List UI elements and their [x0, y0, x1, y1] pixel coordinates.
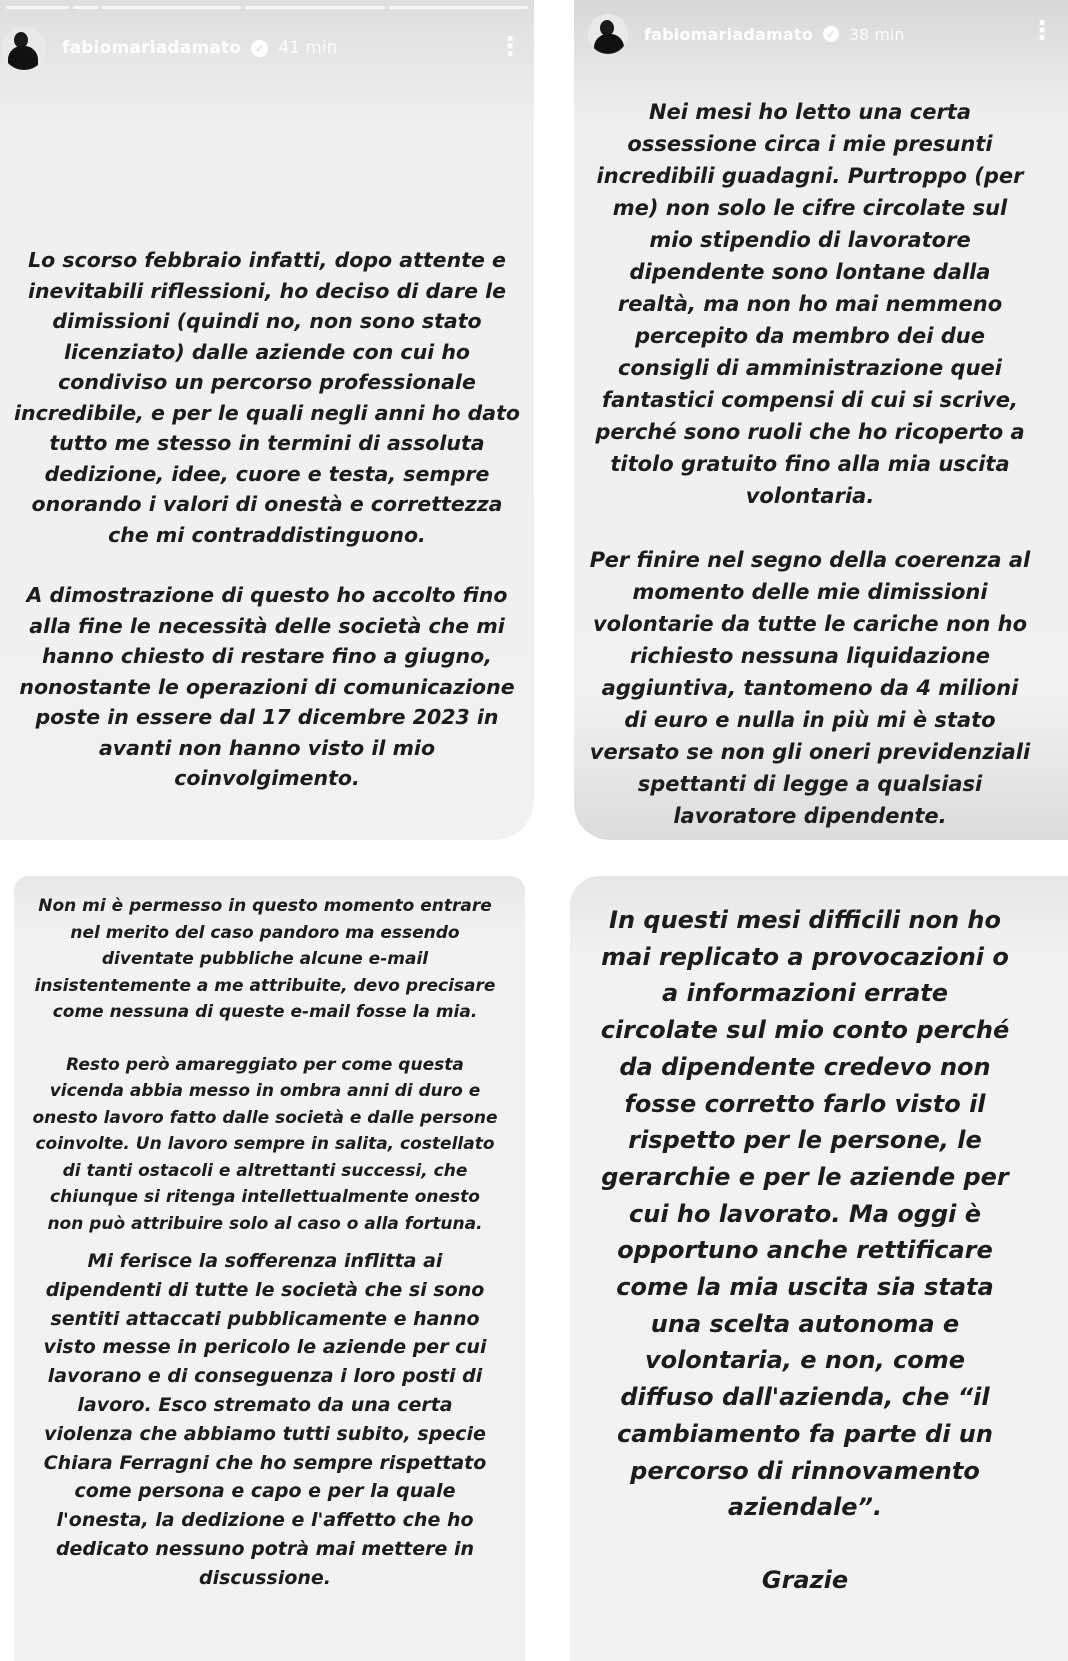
story-panel-2 [574, 0, 1068, 840]
story-panel-1 [0, 0, 534, 840]
story-panel-4 [570, 876, 1068, 1661]
username[interactable]: fabiomariadamato [62, 38, 242, 58]
story-progress-bars [6, 6, 528, 9]
story-text [600, 902, 1010, 1599]
more-options-icon[interactable]: ⋮ [1029, 16, 1055, 46]
story-header [2, 18, 337, 78]
story-paragraph: Grazie [761, 1565, 849, 1594]
story-text [30, 893, 500, 1593]
story-paragraph: Per finire nel segno della coerenza al momento delle mie dimissioni volontarie da tutte le cariche non ho richiesto nessuna liquidazione aggiuntiva, tantomeno da 4 milioni di euro e nulla in più mi è stato versato se non gli oneri previdenziali spettanti di legge a qualsiasi lavoratore dipendente. [589, 548, 1031, 828]
avatar[interactable] [2, 26, 46, 70]
post-time: 41 min [278, 38, 338, 58]
story-paragraph: In questi mesi difficili non ho mai replicato a provocazioni o a informazioni errate circolate sul mio conto perché da dipendente credevo non fosse corretto farlo visto il rispetto per le persone, le gerarchie e per le aziende per cui ho lavorato. Ma oggi è opportuno anche rettificare come la mia uscita sia stata una scelta autonoma e volontaria, e non, come diffuso dall'azienda, che “il cambiamento fa parte di un percorso di rinnovamento aziendale”. [600, 906, 1010, 1522]
username[interactable]: fabiomariadamato [644, 24, 813, 44]
more-options-icon[interactable]: ⋮ [497, 32, 523, 62]
verified-badge-icon: ✓ [251, 40, 268, 57]
story-text [0, 245, 534, 794]
post-time: 38 min [848, 24, 905, 44]
story-paragraph: Mi ferisce la sofferenza inflitta ai dipendenti di tutte le società che si sono sentiti attaccati pubblicamente e hanno visto messe in pericolo le aziende per cui lavorano e di conseguenza i loro posti di lavoro. Esco stremato da una certa violenza che abbiamo tutti subito, specie Chiara Ferragni che ho sempre rispettato come persona e capo e per la quale l'onesta, la dedizione e l'affetto che ho dedicato nessuno potrà mai mettere in discussione. [43, 1250, 487, 1589]
story-text [588, 96, 1032, 832]
story-panel-3 [14, 876, 525, 1661]
story-paragraph: Nei mesi ho letto una certa ossessione circa i mie presunti incredibili guadagni. Purtroppo (per me) non solo le cifre circolate sul mio stipendio di lavoratore dipendente sono lontane dalla realtà, ma non ho mai nemmeno percepito da membro dei due consigli di amministrazione quei fantastici compensi di cui si scrive, perché sono ruoli che ho ricoperto a titolo gratuito fino alla mia uscita volontaria. [595, 100, 1025, 508]
story-paragraph: Lo scorso febbraio infatti, dopo attente e inevitabili riflessioni, ho deciso di dare le dimissioni (quindi no, non sono stato licenziato) dalle aziende con cui ho condiviso un percorso professionale incredibile, e per le quali negli anni ho dato tutto me stesso in termini di assoluta dedizione, idee, cuore e testa, sempre onorando i valori di onestà e correttezza che mi contraddistinguono. [13, 248, 521, 547]
story-header [588, 4, 905, 64]
story-paragraph: Resto però amareggiato per come questa vicenda abbia messo in ombra anni di duro e onesto lavoro fatto dalle società e dalle persone coinvolte. Un lavoro sempre in salita, costellato di tanti ostacoli e altrettanti successi, che chiunque si ritenga intellettualmente onesto non può attribuire solo al caso o alla fortuna. [32, 1054, 498, 1234]
verified-badge-icon: ✓ [823, 26, 839, 42]
story-paragraph: A dimostrazione di questo ho accolto fino alla fine le necessità delle società che mi hanno chiesto di restare fino a giugno, nonostante le operazioni di comunicazione poste in essere dal 17 dicembre 2023 in avanti non hanno visto il mio coinvolgimento. [19, 583, 515, 790]
avatar[interactable] [588, 14, 628, 54]
story-paragraph: Non mi è permesso in questo momento entrare nel merito del caso pandoro ma essendo diventate pubbliche alcune e-mail insistentemente a me attribuite, devo precisare come nessuna di queste e-mail fosse la mia. [34, 896, 496, 1022]
